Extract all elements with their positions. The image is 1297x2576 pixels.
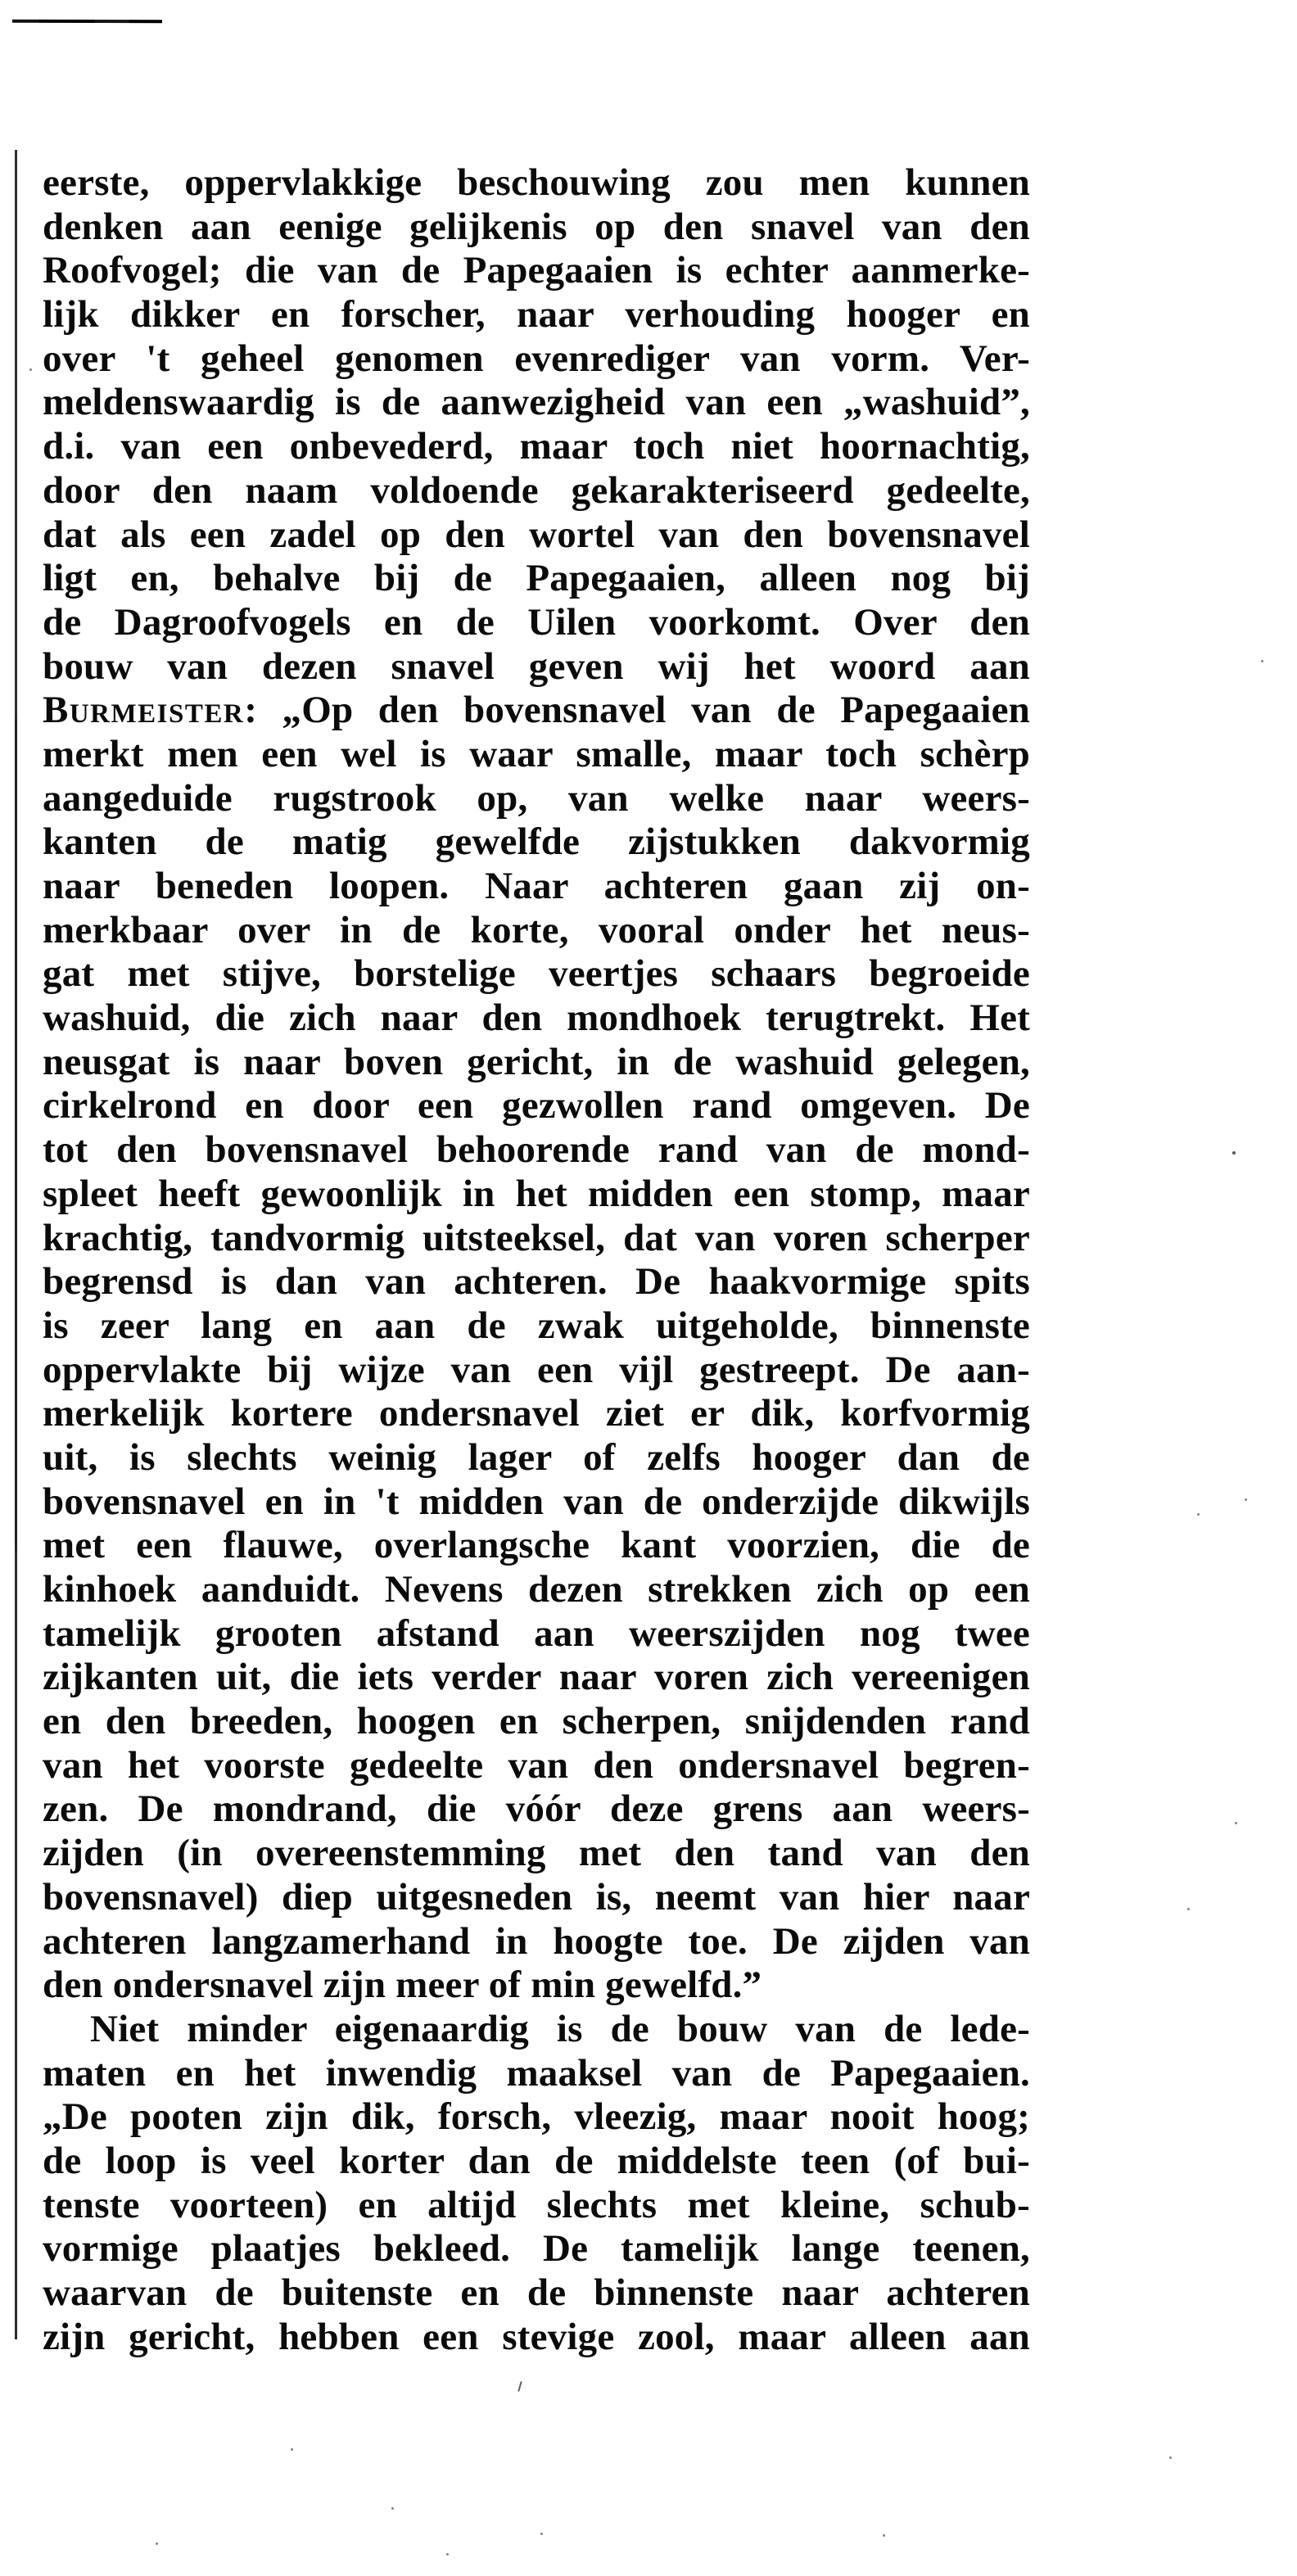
text-line: begrensd is dan van achteren. De haakvormige spits (43, 1260, 1030, 1304)
scan-speck (883, 2534, 885, 2537)
scan-speck (156, 2542, 158, 2545)
text-line: zijden (in overeenstemming met den tand van den (43, 1832, 1030, 1875)
text-line: zijkanten uit, die iets verder naar voren zich vereenigen (43, 1656, 1030, 1699)
text-line: neusgat is naar boven gericht, in de washuid gelegen, (43, 1040, 1030, 1083)
text-line: „De pooten zijn dik, forsch, vleezig, maar nooit hoog; (43, 2095, 1030, 2139)
text-line: bouw van dezen snavel geven wij het woord aan (43, 644, 1030, 688)
text-line: washuid, die zich naar den mondhoek terugtrekt. Het (43, 997, 1030, 1040)
text-line: maten en het inwendig maaksel van de Papegaaien. (43, 2051, 1030, 2095)
text-line: is zeer lang en aan de zwak uitgeholde, binnenste (43, 1304, 1030, 1347)
text-line: de loop is veel korter dan de middelste teen (of bui- (43, 2139, 1030, 2182)
text-line: bovensnavel) diep uitgesneden is, neemt van hier naar (43, 1875, 1030, 1918)
text-line: van het voorste gedeelte van den ondersnavel begren- (43, 1743, 1030, 1787)
left-margin-rule (15, 150, 17, 2339)
text-line: oppervlakte bij wijze van een vijl gestreept. De aan- (43, 1348, 1030, 1391)
text-line: eerste, oppervlakkige beschouwing zou men kunnen (43, 161, 1030, 204)
text-line: uit, is slechts weinig lager of zelfs hooger dan de (43, 1435, 1030, 1479)
scan-speck (446, 2553, 449, 2556)
text-line: merkbaar over in de korte, vooral onder het neus- (43, 908, 1030, 951)
text-line: en den breeden, hoogen en scherpen, snijdenden rand (43, 1700, 1030, 1743)
scan-speck (1232, 1151, 1236, 1155)
text-line: denken aan eenige gelijkenis op den snavel van den (43, 205, 1030, 248)
text-line: bovensnavel en in 't midden van de onderzijde dikwijls (43, 1480, 1030, 1523)
text-line: krachtig, tandvormig uitsteeksel, dat van voren scherper (43, 1216, 1030, 1259)
text-line: lijk dikker en forscher, naar verhouding hooger en (43, 293, 1030, 337)
scan-speck (517, 2381, 522, 2392)
scan-speck (391, 2507, 394, 2510)
text-line: d.i. van een onbevederd, maar toch niet hoornachtig, (43, 425, 1030, 468)
text-line: ligt en, behalve bij de Papegaaien, alleen nog bij (43, 557, 1030, 600)
text-line: tenste voorteen) en altijd slechts met kleine, schub- (43, 2183, 1030, 2226)
text-line: vormige plaatjes bekleed. De tamelijk lange teenen, (43, 2227, 1030, 2271)
scan-speck (291, 2448, 293, 2451)
scan-speck (1245, 1498, 1247, 1501)
text-line: meldenswaardig is de aanwezigheid van een „washuid”, (43, 381, 1030, 424)
text-line: merkt men een wel is waar smalle, maar toch schèrp (43, 732, 1030, 775)
scan-speck (1197, 1513, 1200, 1516)
text-line: tot den bovensnavel behoorende rand van de mond- (43, 1128, 1030, 1172)
scan-speck (1235, 1822, 1237, 1824)
text-line: den ondersnavel zijn meer of min gewelfd.” (43, 1964, 762, 2007)
text-line: kinhoek aanduidt. Nevens dezen strekken zich op een (43, 1568, 1030, 1611)
text-line: met een flauwe, overlangsche kant voorzien, die de (43, 1524, 1030, 1567)
text-line: kanten de matig gewelfde zijstukken dakvormig (43, 820, 1030, 864)
text-line: over 't geheel genomen evenrediger van vorm. Ver- (43, 337, 1030, 380)
smallcaps-name: Burmeister (43, 689, 245, 732)
line-text: : „Op den bovensnavel van de Papegaaien (244, 689, 1030, 732)
text-line: de Dagroofvogels en de Uilen voorkomt. Over den (43, 600, 1030, 644)
text-line: spleet heeft gewoonlijk in het midden een stomp, maar (43, 1172, 1030, 1215)
text-line: aangeduide rugstrook op, van welke naar weers- (43, 776, 1030, 820)
text-line: cirkelrond en door een gezwollen rand omgeven. De (43, 1084, 1030, 1128)
text-line: naar beneden loopen. Naar achteren gaan zij on- (43, 865, 1030, 907)
text-line: Niet minder eigenaardig is de bouw van de lede- (90, 2007, 1030, 2050)
text-line (43, 689, 1030, 733)
text-line: tamelijk grooten afstand aan weerszijden nog twee (43, 1611, 1030, 1655)
text-line: Roofvogel; die van de Papegaaien is echter aanmerke- (43, 249, 1030, 292)
scan-speck (1169, 2456, 1172, 2459)
text-line: zen. De mondrand, die vóór deze grens aan weers- (43, 1787, 1030, 1831)
text-line: merkelijk kortere ondersnavel ziet er dik, korfvormig (43, 1392, 1030, 1435)
text-line: dat als een zadel op den wortel van den bovensnavel (43, 513, 1030, 556)
scan-speck (540, 2533, 543, 2535)
text-block (43, 161, 1030, 2359)
text-line: waarvan de buitenste en de binnenste naar achteren (43, 2271, 1030, 2314)
scan-speck (1187, 1908, 1190, 1910)
text-line: achteren langzamerhand in hoogte toe. De zijden van (43, 1919, 1030, 1963)
text-line: zijn gericht, hebben een stevige zool, maar alleen aan (43, 2315, 1030, 2358)
text-line: door den naam voldoende gekarakteriseerd gedeelte, (43, 468, 1030, 512)
scan-speck (1261, 660, 1263, 662)
scan-speck (29, 368, 32, 371)
top-left-rule (12, 20, 162, 23)
text-line: gat met stijve, borstelige veertjes schaars begroeide (43, 952, 1030, 996)
